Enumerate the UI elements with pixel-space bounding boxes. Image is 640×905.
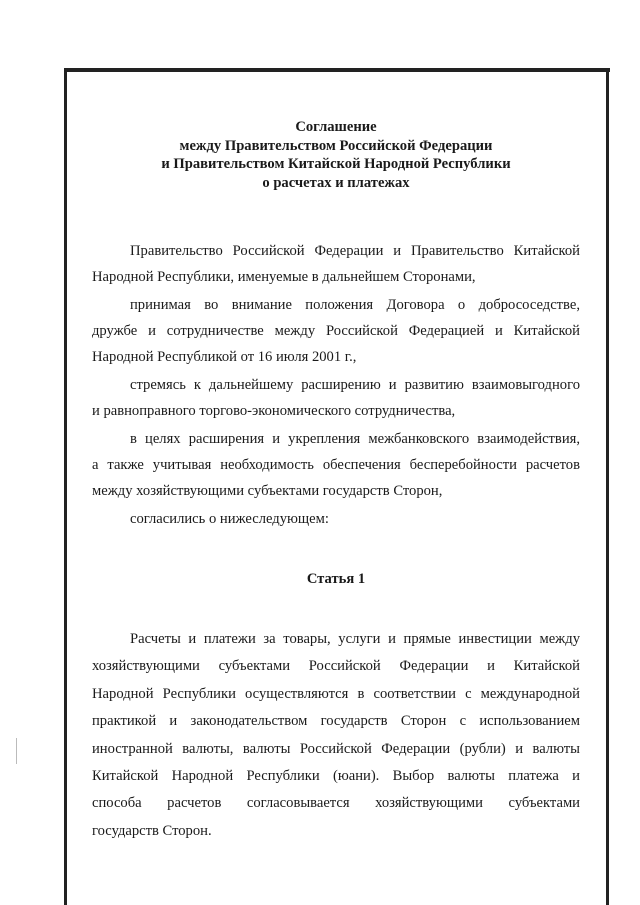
text-line: государств Сторон. [92, 822, 212, 839]
text-line: хозяйствующими субъектами Российской Федерации и Китайской [92, 658, 580, 675]
text-line: дружбе и сотрудничестве между Российской Федерацией и Китайской [92, 323, 580, 339]
page-border-right [606, 68, 609, 905]
text-line: стремясь к дальнейшему расширению и развитию взаимовыгодного [130, 377, 580, 393]
preamble [92, 238, 580, 532]
text-line: Китайской Народной Республики (юани). Выбор валюты платежа и [92, 768, 580, 785]
text-line: принимая во внимание положения Договора о добрососедстве, [130, 297, 580, 313]
preamble-paragraph [92, 506, 580, 532]
scan-artifact-line [16, 738, 17, 764]
text-line: согласились о нижеследующем: [130, 511, 329, 527]
document-body [92, 118, 580, 845]
text-line: между хозяйствующими субъектами государств Сторон, [92, 483, 443, 499]
article-heading: Статья 1 [306, 571, 366, 587]
title-line: между Правительством Российской Федерации [179, 137, 493, 154]
text-line: Народной Республикой от 16 июля 2001 г., [92, 349, 357, 365]
preamble-paragraph [92, 372, 580, 424]
preamble-paragraph [92, 292, 580, 370]
page-border-top [64, 68, 610, 72]
page-border-left [64, 68, 67, 905]
article-1-paragraph [92, 626, 580, 845]
text-line: иностранной валюты, валюты Российской Федерации (рубли) и валюты [92, 740, 580, 757]
text-line: в целях расширения и укрепления межбанковского взаимодействия, [130, 431, 580, 447]
preamble-paragraph [92, 238, 580, 290]
text-line: а также учитывая необходимость обеспечения бесперебойности расчетов [92, 457, 580, 473]
text-line: Народной Республики осуществляются в соответствии с международной [92, 685, 580, 702]
text-line: и равноправного торгово-экономического сотрудничества, [92, 403, 456, 419]
preamble-paragraph [92, 426, 580, 504]
text-line: Народной Республики, именуемые в дальнейшем Сторонами, [92, 269, 476, 285]
text-line: Расчеты и платежи за товары, услуги и прямые инвестиции между [130, 631, 580, 647]
title-line: Соглашение [295, 119, 377, 135]
text-line: практикой и законодательством государств Сторон с использованием [92, 713, 580, 730]
title-line: и Правительством Китайской Народной Республики [161, 156, 511, 172]
title-line: о расчетах и платежах [262, 174, 410, 191]
text-line: способа расчетов согласовывается хозяйствующими субъектами [92, 795, 580, 812]
document-title [92, 118, 580, 192]
text-line: Правительство Российской Федерации и Правительство Китайской [130, 243, 580, 259]
